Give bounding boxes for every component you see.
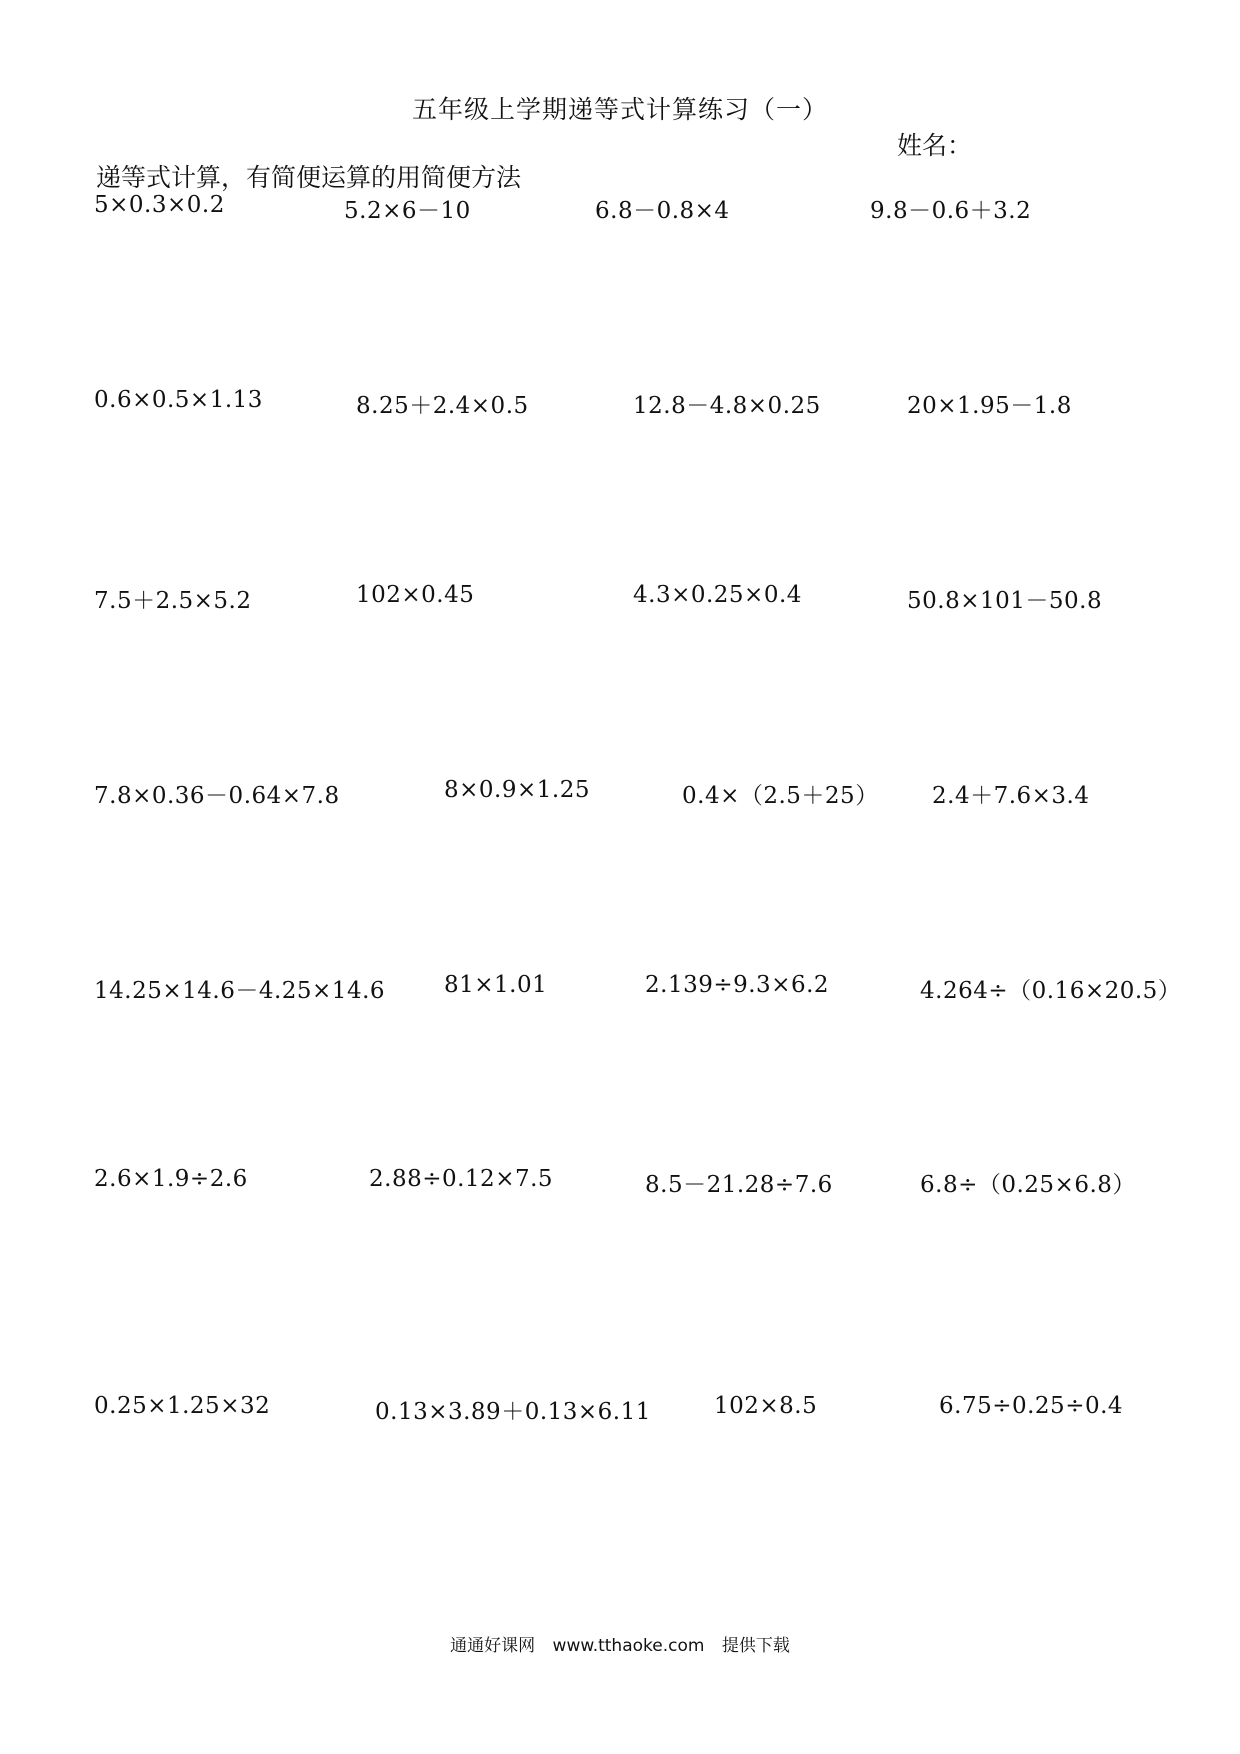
problem-4-4: 2.4＋7.6×3.4 bbox=[932, 783, 1090, 809]
footer-suffix: 提供下载 bbox=[721, 1636, 790, 1656]
problem-1-1: 5×0.3×0.2 bbox=[94, 192, 225, 218]
problem-2-3: 12.8－4.8×0.25 bbox=[633, 393, 821, 419]
name-field-label: 姓名： bbox=[897, 131, 973, 160]
problem-5-3: 2.139÷9.3×6.2 bbox=[645, 972, 830, 998]
problem-5-4: 4.264÷（0.16×20.5） bbox=[920, 978, 1182, 1004]
problem-7-1: 0.25×1.25×32 bbox=[94, 1393, 271, 1419]
problem-3-4: 50.8×101－50.8 bbox=[907, 588, 1103, 614]
footer-site-name: 通通好课网 bbox=[450, 1636, 536, 1656]
problem-2-2: 8.25＋2.4×0.5 bbox=[356, 393, 529, 419]
footer-credit bbox=[0, 1631, 1240, 1656]
problem-3-3: 4.3×0.25×0.4 bbox=[633, 582, 802, 608]
problem-3-1: 7.5＋2.5×5.2 bbox=[94, 588, 252, 614]
problem-7-4: 6.75÷0.25÷0.4 bbox=[939, 1393, 1124, 1419]
problem-1-2: 5.2×6－10 bbox=[344, 198, 471, 224]
problem-6-3: 8.5－21.28÷7.6 bbox=[645, 1172, 833, 1198]
problem-6-4: 6.8÷（0.25×6.8） bbox=[920, 1172, 1136, 1198]
problem-7-2: 0.13×3.89＋0.13×6.11 bbox=[375, 1399, 651, 1425]
problem-5-1: 14.25×14.6－4.25×14.6 bbox=[94, 978, 386, 1004]
problem-7-3: 102×8.5 bbox=[714, 1393, 818, 1419]
problem-6-2: 2.88÷0.12×7.5 bbox=[369, 1166, 554, 1192]
problem-1-4: 9.8－0.6＋3.2 bbox=[870, 198, 1032, 224]
problem-5-2: 81×1.01 bbox=[444, 972, 548, 998]
problem-4-3: 0.4×（2.5＋25） bbox=[682, 783, 879, 809]
problem-3-2: 102×0.45 bbox=[356, 582, 475, 608]
problem-4-2: 8×0.9×1.25 bbox=[444, 777, 590, 803]
footer-url: www.tthaoke.com bbox=[552, 1636, 705, 1656]
problem-2-1: 0.6×0.5×1.13 bbox=[94, 387, 263, 413]
page-title: 五年级上学期递等式计算练习（一） bbox=[411, 95, 828, 124]
problem-1-3: 6.8－0.8×4 bbox=[595, 198, 730, 224]
instruction-text: 递等式计算，有简便运算的用简便方法 bbox=[96, 163, 522, 192]
problem-4-1: 7.8×0.36－0.64×7.8 bbox=[94, 783, 340, 809]
problem-6-1: 2.6×1.9÷2.6 bbox=[94, 1166, 248, 1192]
problem-2-4: 20×1.95－1.8 bbox=[907, 393, 1072, 419]
